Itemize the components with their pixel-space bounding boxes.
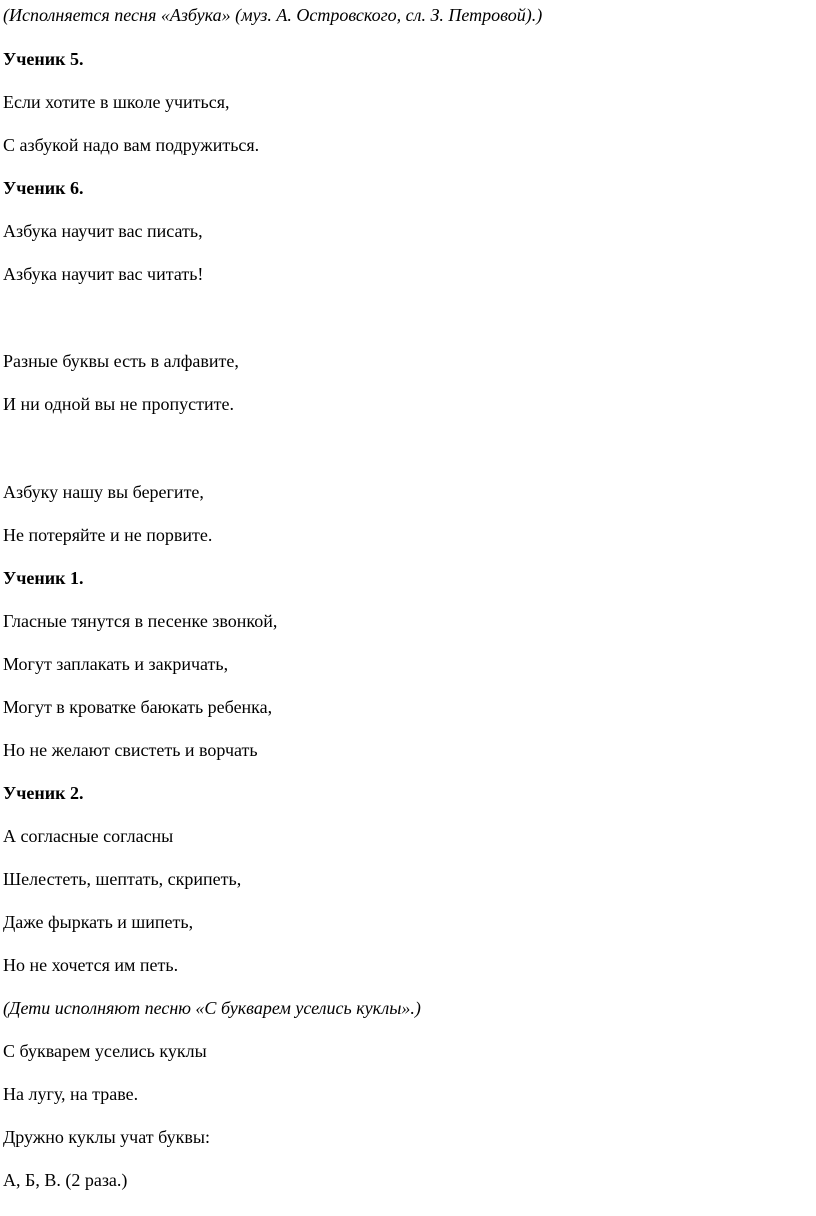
verse-line: Не потеряйте и не порвите. [3,525,213,545]
verse-line: С букварем уселись куклы [3,1041,207,1061]
stage-direction: (Исполняется песня «Азбука» (муз. А. Островского, сл. З. Петровой).) [3,5,543,25]
verse-line: На лугу, на траве. [3,1084,139,1104]
verse-line: А, Б, В. (2 раза.) [3,1170,128,1190]
verse-line: Шелестеть, шептать, скрипеть, [3,869,242,889]
verse-line: Но не желают свистеть и ворчать [3,740,258,760]
verse-line: Могут в кроватке баюкать ребенка, [3,697,273,717]
verse-line: Азбуку нашу вы берегите, [3,482,204,502]
verse-line: Азбука научит вас писать, [3,221,203,241]
verse-line: Дружно куклы учат буквы: [3,1127,210,1147]
speaker-label: Ученик 6. [3,178,84,198]
verse-line: Даже фыркать и шипеть, [3,912,194,932]
verse-line: Могут заплакать и закричать, [3,654,229,674]
verse-line: Разные буквы есть в алфавите, [3,351,239,371]
verse-line: Если хотите в школе учиться, [3,92,230,112]
verse-line: Но не хочется им петь. [3,955,179,975]
verse-line: Азбука научит вас читать! [3,264,204,284]
speaker-label: Ученик 2. [3,783,84,803]
stage-direction: (Дети исполняют песню «С букварем уселись куклы».) [3,998,421,1018]
verse-line: И ни одной вы не пропустите. [3,394,234,414]
speaker-label: Ученик 5. [3,49,84,69]
speaker-label: Ученик 1. [3,568,84,588]
verse-line: А согласные согласны [3,826,174,846]
verse-line: С азбукой надо вам подружиться. [3,135,260,155]
verse-line: Гласные тянутся в песенке звонкой, [3,611,278,631]
